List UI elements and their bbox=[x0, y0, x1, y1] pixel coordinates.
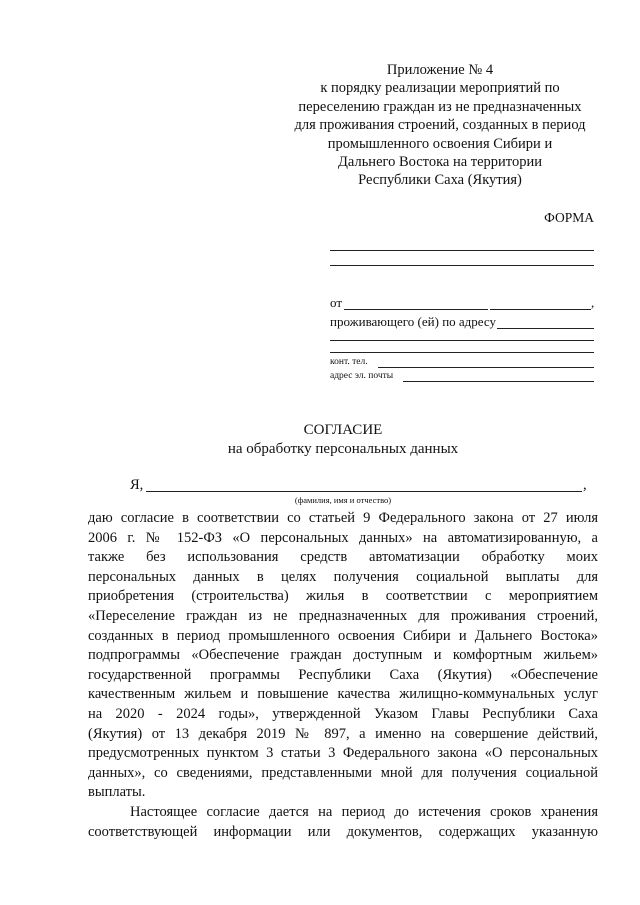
appendix-line: Республики Саха (Якутия) bbox=[358, 172, 522, 189]
signer-prefix: Я, bbox=[130, 477, 144, 493]
body-line: данных», со сведениями, представленными мной для получения социальной bbox=[88, 764, 598, 781]
appendix-line: для проживания строений, созданных в период bbox=[294, 117, 586, 134]
phone-line bbox=[378, 367, 594, 368]
appendix-line: промышленного освоения Сибири и bbox=[327, 135, 553, 152]
appendix-line: Приложение № 4 bbox=[386, 62, 494, 78]
phone-label: конт. тел. bbox=[330, 357, 368, 367]
address-line-2 bbox=[330, 340, 594, 341]
body-line: подпрограммы «Обеспечение граждан доступным и комфортным жильем» bbox=[88, 647, 598, 664]
appendix-line: к порядку реализации мероприятий по bbox=[320, 80, 560, 97]
from-suffix: , bbox=[591, 295, 595, 310]
body-line: Настоящее согласие дается на период до истечения сроков хранения bbox=[130, 803, 598, 820]
document-subtitle: на обработку персональных данных bbox=[227, 441, 459, 457]
body-line: (Якутия) от 13 декабря 2019 № 897, а именно на совершение действий, bbox=[88, 725, 598, 742]
body-line: «Переселение граждан из не предназначенных для проживания строений, bbox=[88, 607, 598, 624]
body-line: качественным жильем и повышение качества жилищно-коммунальных услуг bbox=[88, 686, 598, 703]
recipient-line-2 bbox=[330, 265, 594, 266]
address-line bbox=[497, 328, 594, 329]
appendix-line: переселению граждан из не предназначенных bbox=[298, 98, 582, 115]
body-line: персональных данных в целях получения социальной выплаты для bbox=[88, 568, 598, 585]
address-line-3 bbox=[330, 352, 594, 353]
address-label: проживающего (ей) по адресу bbox=[330, 314, 496, 329]
form-label: ФОРМА bbox=[544, 210, 594, 225]
appendix-header bbox=[240, 61, 640, 190]
signer-name-line bbox=[146, 491, 582, 492]
body-line: даю согласие в соответствии со статьей 9 Федерального закона от 27 июля bbox=[88, 510, 598, 526]
email-label: адрес эл. почты bbox=[330, 371, 394, 381]
email-line bbox=[403, 381, 594, 382]
body-line: предусмотренных пунктом 3 статьи 3 Федерального закона «О персональных bbox=[88, 745, 598, 762]
body-line: выплаты. bbox=[88, 784, 146, 801]
body-line: государственной программы Республики Саха (Якутия) «Обеспечение bbox=[88, 666, 598, 683]
signer-suffix: , bbox=[583, 477, 587, 493]
body-line: созданных в период промышленного освоения Сибири и Дальнего Востока» bbox=[88, 627, 598, 644]
from-line-a bbox=[344, 309, 488, 310]
from-label: от bbox=[330, 295, 343, 310]
from-line-b bbox=[490, 309, 591, 310]
body-line: 2006 г. № 152-ФЗ «О персональных данных» на автоматизированную, а bbox=[88, 529, 598, 546]
appendix-line: Дальнего Востока на территории bbox=[338, 154, 542, 171]
signer-caption: (фамилия, имя и отчество) bbox=[294, 495, 392, 505]
consent-body bbox=[88, 509, 598, 842]
body-line: приобретения (строительства) жилья в соответствии с мероприятием bbox=[88, 588, 598, 605]
body-line: также без использования средств автоматизации обработку моих bbox=[88, 549, 598, 566]
recipient-line-1 bbox=[330, 250, 594, 251]
body-line: соответствующей информации или документов, содержащих указанную bbox=[88, 823, 598, 840]
document-title: СОГЛАСИЕ bbox=[303, 422, 383, 438]
body-line: на 2020 - 2024 годы», утвержденной Указом Главы Республики Саха bbox=[88, 705, 598, 722]
